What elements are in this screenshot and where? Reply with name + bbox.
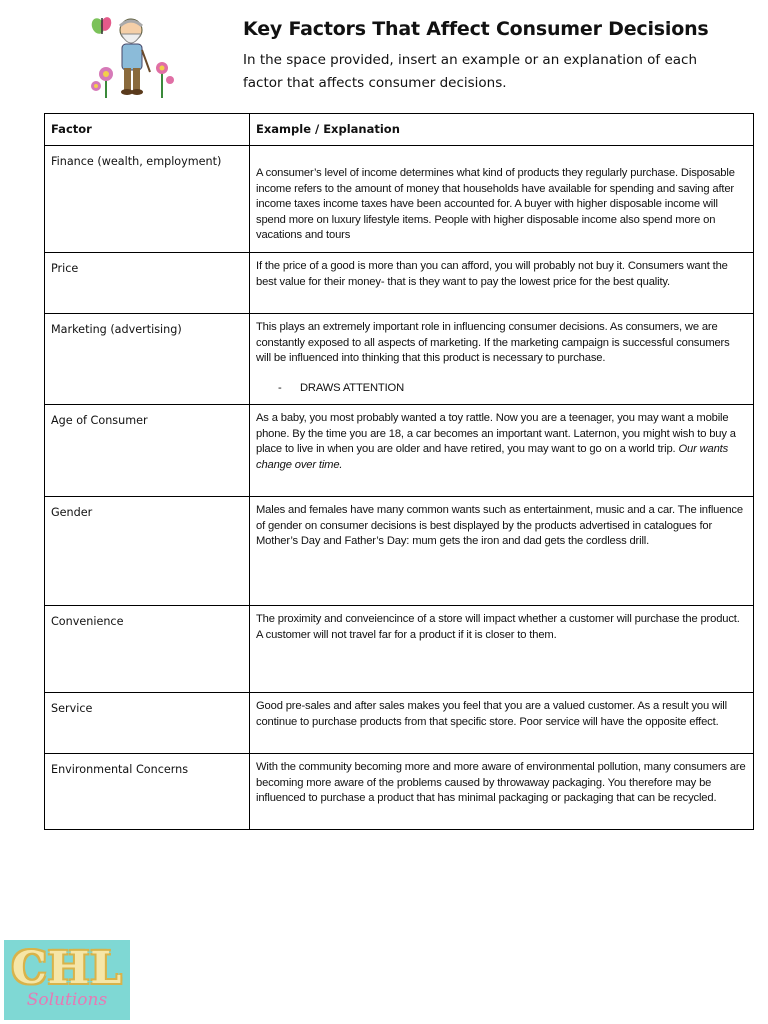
explanation-text: This plays an extremely important role in influencing consumer decisions. As consumers, we are constantly exposed to all aspects of marketing. If the marketing campaign is successful consumers will be influenced into thinking that this product is necessary to purchase. [256,321,730,365]
flower-right-icon [156,62,174,98]
explanation-note: Our wants change over time. [256,443,729,471]
explanation-cell: If the price of a good is more than you can afford, you will probably not buy it. Consumers want the best value for their money- that is they want to pay the lowest price for the best quality. [250,253,754,314]
logo-main-text: CHL [11,943,123,994]
table-row [45,146,754,253]
logo-script-text: Solutions [26,990,108,1010]
factor-cell: Service [45,693,250,754]
old-man-icon [120,19,150,95]
factor-cell: Gender [45,497,250,606]
bullet-text: DRAWS ATTENTION [300,381,405,394]
flower-left-icon [91,67,113,98]
chl-solutions-logo [4,940,130,1020]
factor-cell: Age of Consumer [45,405,250,497]
table-row [45,314,754,405]
table-row [45,754,754,830]
table-row [45,253,754,314]
table-row [45,497,754,606]
column-header-explanation: Example / Explanation [250,114,754,146]
explanation-cell: Males and females have many common wants such as entertainment, music and a car. The influence of gender on consumer decisions is best displayed by the products advertised in catalogues for Mother’s Day and Father’s Day: mum gets the iron and dad gets the cordless drill. [250,497,754,606]
factor-cell: Finance (wealth, employment) [45,146,250,253]
factor-cell: Marketing (advertising) [45,314,250,405]
explanation-cell [250,314,754,405]
bullet-marker: - [278,381,282,394]
explanation-cell: The proximity and conveiencince of a store will impact whether a customer will purchase the product. A customer will not travel far for a product if it is closer to them. [250,606,754,693]
page-title: Key Factors That Affect Consumer Decisions [243,18,709,40]
table-row [45,405,754,497]
column-header-factor: Factor [45,114,250,146]
factors-table [44,113,754,830]
old-man-flowers-icon [86,12,178,100]
factor-cell: Convenience [45,606,250,693]
factor-cell: Price [45,253,250,314]
explanation-cell: Good pre-sales and after sales makes you feel that you are a valued customer. As a result you will continue to purchase products from that specific store. Poor service will have the opposite effect. [250,693,754,754]
explanation-cell: With the community becoming more and more aware of environmental pollution, many consumers are becoming more aware of the problems caused by throwaway packaging. You therefore may be influenced to purchase a product that has minimal packaging or packaging that can be recycled. [250,754,754,830]
instructions: In the space provided, insert an example or an explanation of each factor that affects consumer decisions. [243,52,698,91]
table-row [45,606,754,693]
factor-cell: Environmental Concerns [45,754,250,830]
table-row [45,693,754,754]
butterfly-icon [90,16,113,36]
explanation-text: As a baby, you most probably wanted a toy rattle. Now you are a teenager, you may want a mobile phone. By the time you are 18, a car becomes an important want. Laternon, you might wish to buy a place to live in when you are older and have retired, you may want to go on a world trip. [256,412,736,456]
bullet-item [256,381,747,397]
explanation-cell [250,146,754,253]
table-header-row [45,114,754,146]
explanation-cell [250,405,754,497]
explanation-text: A consumer’s level of income determines what kind of products they regularly purchase. Disposable income refers to the amount of money that households have available for spending and saving after income taxes income taxes have been accounted for. A buyer with higher disposable income will spend more on luxury lifestyle items. People with higher disposable income also spend more on vacations and tours [256,167,735,242]
